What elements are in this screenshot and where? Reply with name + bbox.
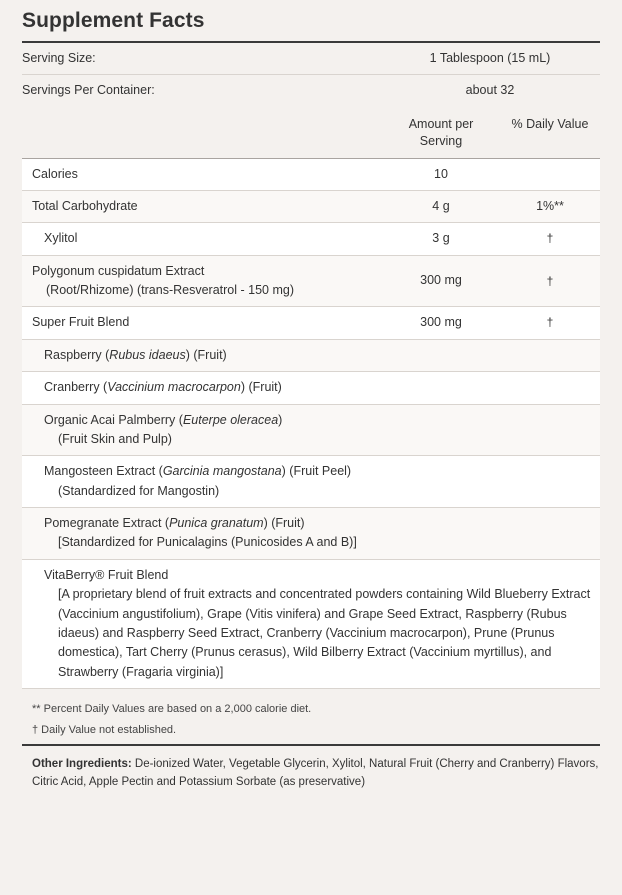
ingredient-table-4: [22, 456, 600, 507]
vitaberry-table: [22, 560, 600, 688]
ingredient-text-a: Cranberry (: [44, 380, 108, 395]
ingredient-text-b: ) (Fruit): [240, 380, 282, 395]
ingredient-latin: Punica granatum: [169, 516, 264, 530]
ingredient-name: [22, 405, 600, 456]
row-daily-value: [500, 159, 600, 190]
vitaberry-body: [A proprietary blend of fruit extracts and concentrated powders containing Wild Blueberry Extract (Vaccinium angustifolium), Grape (Vitis vinifera) and Grape Seed Extract, Raspberry (Rubus idaeus) and Raspberry Seed Extract, Cranberry (Vaccinium macrocarpon), Prune (Prunus domestica), Tart Cherry (Prunus cerasus), Wild Bilberry Extract (Vaccinium myrtillus), and Strawberry (Fragaria virginia)]: [58, 587, 591, 679]
footnote-dv-not-established: † Daily Value not established.: [32, 724, 177, 737]
table-row: [22, 159, 600, 190]
ingredient-latin: Rubus idaeus: [109, 347, 186, 362]
footnote-dv-percent: ** Percent Daily Values are based on a 2,000 calorie diet.: [32, 703, 312, 715]
table-row: [22, 223, 600, 254]
row-amount: 3 g: [432, 231, 450, 246]
ingredient-line2: (Standardized for Mangostin): [58, 483, 220, 498]
super-fruit-table: [22, 307, 600, 338]
nutrition-table: [22, 159, 600, 190]
serving-size-row: [22, 43, 600, 74]
serving-size-value: 1 Tablespoon (15 mL): [429, 51, 551, 65]
ingredient-name: [22, 340, 600, 371]
ingredient-text-b: ) (Fruit Peel): [281, 464, 352, 479]
nutrition-table-3: [22, 223, 600, 254]
row-daily-value: 1%**: [536, 198, 564, 213]
vitaberry-entry: [22, 560, 600, 688]
other-ingredients-label: Other Ingredients:: [32, 757, 132, 770]
ingredient-text-a: Mangosteen Extract (: [44, 464, 163, 479]
list-item: [22, 405, 600, 456]
servings-per-container-row: [22, 75, 600, 106]
polygonum-line1: Polygonum cuspidatum Extract: [32, 263, 205, 278]
list-item: [22, 456, 600, 507]
ingredient-table-5: [22, 508, 600, 559]
ingredient-text-b: ): [278, 412, 283, 427]
ingredient-latin: Euterpe oleracea: [182, 412, 279, 427]
polygonum-table: [22, 256, 600, 307]
row-name: Super Fruit Blend: [32, 315, 130, 330]
ingredient-text-b: ) (Fruit): [263, 516, 305, 530]
column-headers-row: [22, 107, 600, 158]
header-amount-line2: Serving: [419, 133, 463, 148]
servings-per-container-label: Servings Per Container:: [22, 83, 155, 98]
ingredient-table-3: [22, 405, 600, 456]
table-row: [22, 191, 600, 222]
ingredient-latin: Vaccinium macrocarpon: [107, 380, 241, 395]
serving-size-label: Serving Size:: [22, 51, 96, 65]
row-daily-value: †: [546, 315, 554, 330]
ingredient-text-a: Raspberry (: [44, 347, 110, 362]
footnotes: [22, 689, 600, 744]
ingredient-text-a: Pomegranate Extract (: [44, 516, 170, 530]
table-row: [22, 256, 600, 307]
ingredient-table-2: [22, 372, 600, 403]
row-daily-value: †: [546, 231, 554, 246]
ingredient-text-b: ) (Fruit): [185, 347, 227, 362]
row-name: Total Carbohydrate: [32, 198, 138, 213]
servings-per-container-value: about 32: [465, 83, 515, 98]
row-amount: 10: [434, 166, 448, 181]
ingredient-name: [22, 508, 600, 559]
row-name: Calories: [32, 166, 78, 181]
row-amount: 300 mg: [420, 273, 462, 288]
row-amount: 4 g: [432, 198, 450, 213]
serving-table: [22, 43, 600, 74]
other-ingredients-text: De-ionized Water, Vegetable Glycerin, Xylitol, Natural Fruit (Cherry and Cranberry) Flavors, Citric Acid, Apple Pectin and Potassium Sorbate (as preservative): [32, 757, 599, 789]
ingredient-name: [22, 372, 600, 403]
row-name: Xylitol: [44, 231, 78, 246]
header-daily-value: % Daily Value: [511, 116, 589, 131]
vitaberry-name: VitaBerry® Fruit Blend: [44, 567, 169, 582]
servings-container-table: [22, 75, 600, 106]
ingredient-table-1: [22, 340, 600, 371]
page-title: Supplement Facts: [22, 9, 205, 32]
table-row: [22, 307, 600, 338]
other-ingredients: [22, 746, 600, 803]
list-item: [22, 508, 600, 559]
row-amount: 300 mg: [420, 315, 462, 330]
facts-header-table: [22, 107, 600, 158]
ingredient-name: [22, 456, 600, 507]
header-spacer: [22, 107, 382, 158]
ingredient-text-a: Organic Acai Palmberry (: [44, 412, 183, 427]
ingredient-latin: Garcinia mangostana: [162, 464, 282, 479]
list-item: [22, 560, 600, 688]
nutrition-table-2: [22, 191, 600, 222]
list-item: [22, 372, 600, 403]
ingredient-line2: [Standardized for Punicalagins (Punicosides A and B)]: [58, 535, 357, 550]
row-daily-value: †: [546, 273, 554, 288]
polygonum-line2: (Root/Rhizome) (trans-Resveratrol - 150 mg): [46, 283, 294, 297]
header-amount-line1: Amount per: [408, 116, 474, 131]
ingredient-line2: (Fruit Skin and Pulp): [58, 431, 172, 446]
row-name: [22, 256, 382, 307]
list-item: [22, 340, 600, 371]
header-amount-per-serving: [382, 107, 500, 158]
